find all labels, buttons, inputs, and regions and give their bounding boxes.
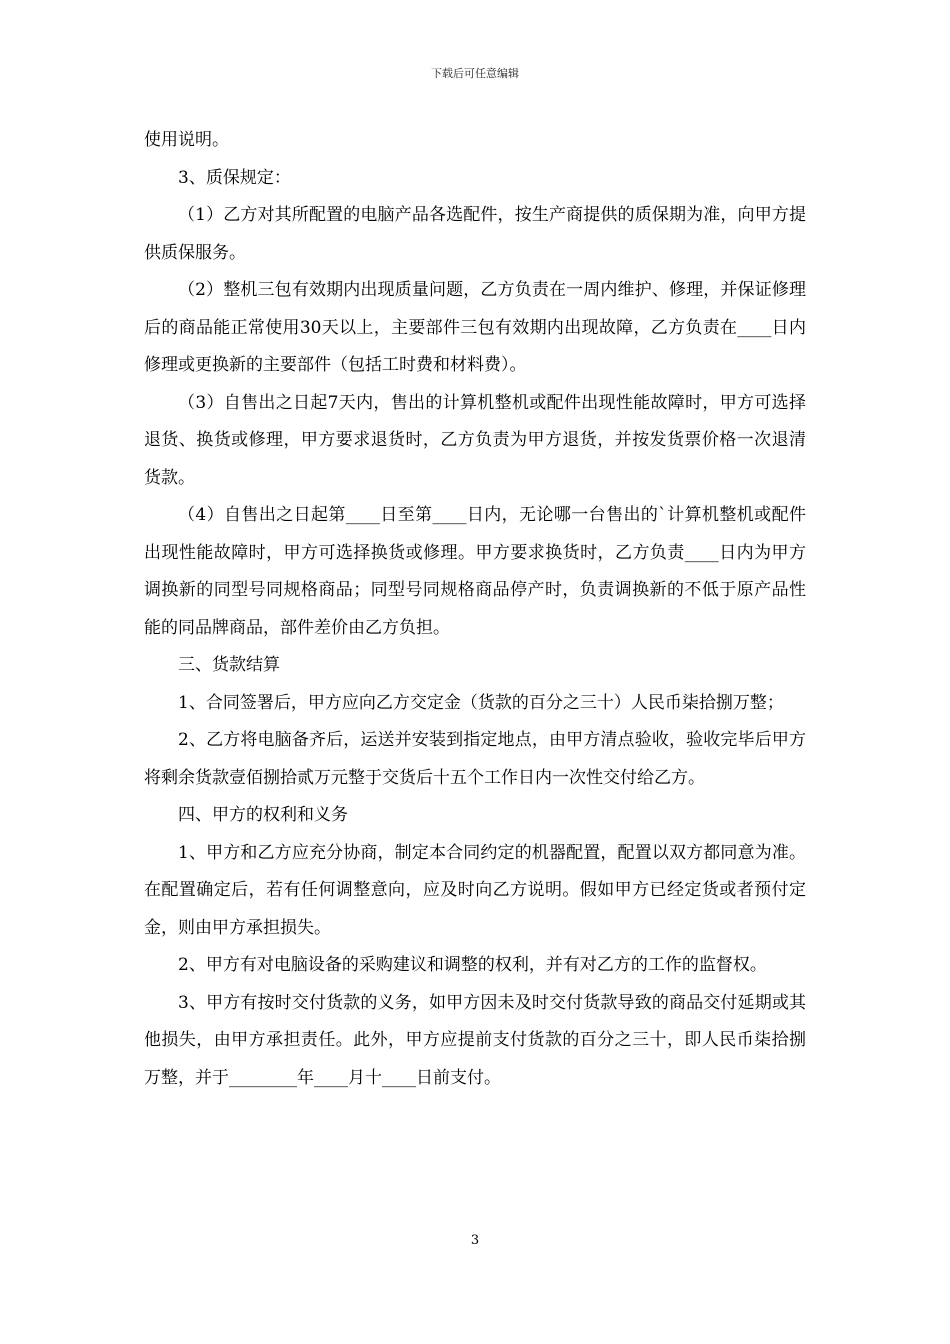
paragraph-rights-1: 1、甲方和乙方应充分协商，制定本合同约定的机器配置，配置以双方都同意为准。在配置确定后，若有任何调整意向，应及时向乙方说明。假如甲方已经定货或者预付定金，则由甲方承担损失。: [144, 842, 806, 938]
paragraph-payment-1: 1、合同签署后，甲方应向乙方交定金（货款的百分之三十）人民币柒拾捌万整；: [178, 692, 784, 713]
paragraph-warranty-2: （2）整机三包有效期内出现质量问题，乙方负责在一周内维护、修理，并保证修理后的商品能正常使用30天以上，主要部件三包有效期内出现故障，乙方负责在____日内修理或更换新的主要部件（包括工时费和材料费）。: [144, 280, 806, 375]
paragraph-warranty-1: （1）乙方对其所配置的电脑产品各选配件，按生产商提供的质保期为准，向甲方提供质保服务。: [144, 205, 806, 263]
paragraph-rights-3: 3、甲方有按时交付货款的义务，如甲方因未及时交付货款导致的商品交付延期或其他损失，由甲方承担责任。此外，甲方应提前支付货款的百分之三十，即人民币柒拾捌万整，并于________年____月十____日前支付。: [144, 992, 806, 1088]
paragraph-warranty-4: （4）自售出之日起第____日至第____日内，无论哪一台售出的`计算机整机或配件出现性能故障时，甲方可选择换货或修理。甲方要求换货时，乙方负责____日内为甲方调换新的同型号同规格商品；同型号同规格商品停产时，负责调换新的不低于原产品性能的同品牌商品，部件差价由乙方负担。: [144, 505, 806, 638]
paragraph-warranty-heading: 3、质保规定：: [178, 167, 291, 188]
section-heading-payment: 三、货款结算: [178, 655, 280, 675]
page-number: 3: [470, 1233, 480, 1248]
paragraph-payment-2: 2、乙方将电脑备齐后，运送并安装到指定地点，由甲方清点验收，验收完毕后甲方将剩余货款壹佰捌拾贰万元整于交货后十五个工作日内一次性交付给乙方。: [144, 730, 806, 788]
page-header: 下载后可任意编辑: [431, 67, 519, 80]
paragraph-warranty-3: （3）自售出之日起7天内，售出的计算机整机或配件出现性能故障时，甲方可选择退货、换货或修理，甲方要求退货时，乙方负责为甲方退货，并按发货票价格一次退清货款。: [144, 392, 806, 488]
paragraph-usage-note: 使用说明。: [144, 130, 229, 150]
section-heading-party-a-rights: 四、甲方的权利和义务: [178, 805, 348, 825]
paragraph-rights-2: 2、甲方有对电脑设备的采购建议和调整的权利，并有对乙方的工作的监督权。: [178, 955, 767, 975]
document-body: [144, 122, 806, 1097]
